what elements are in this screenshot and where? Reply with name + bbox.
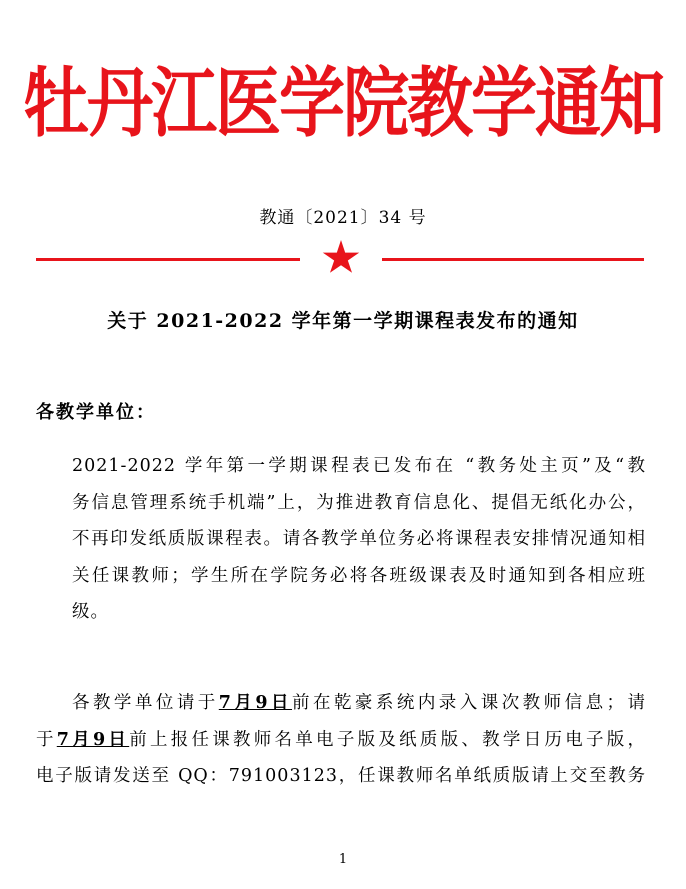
deadline-date: 7月9日 xyxy=(218,693,293,713)
text-segment: 于 xyxy=(36,729,57,750)
paragraph-1-line: 关任课教师；学生所在学院务必将各班级课表及时通知到各相应班 xyxy=(72,565,646,586)
paragraph-2-line-3: 电子版请发送至 QQ：791003123，任课教师名单纸质版请上交至教务 xyxy=(36,766,646,787)
text-segment: 前在乾豪系统内录入课次教师信息；请 xyxy=(292,693,647,713)
deadline-date: 7月9日 xyxy=(56,729,130,750)
paragraph-1-line: 2021-2022 学年第一学期课程表已发布在 “教务处主页”及“教 xyxy=(72,456,646,476)
document-number: 教通〔2021〕34 号 xyxy=(259,208,427,228)
page-number: 1 xyxy=(338,852,348,867)
red-star-icon xyxy=(322,240,360,276)
salutation: 各教学单位： xyxy=(36,402,156,423)
notice-title: 关于 2021-2022 学年第一学期课程表发布的通知 xyxy=(107,310,579,332)
red-divider-right xyxy=(382,258,644,261)
paragraph-2-line-1 xyxy=(36,685,646,722)
paragraph-2 xyxy=(36,685,646,795)
paragraph-1 xyxy=(36,448,646,631)
paragraph-1-line: 不再印发纸质版课程表。请各教学单位务必将课程表安排情况通知相 xyxy=(72,529,646,550)
red-divider-left xyxy=(36,258,300,261)
paragraph-2-line-2 xyxy=(36,722,646,759)
text-segment: 各教学单位请于 xyxy=(72,693,219,713)
paragraph-1-line: 务信息管理系统手机端”上，为推进教育信息化、提倡无纸化办公， xyxy=(72,492,646,513)
masthead-title: 牡丹江医学院教学通知 xyxy=(23,59,663,148)
paragraph-1-line: 级。 xyxy=(72,602,109,623)
text-segment: 前上报任课教师名单电子版及纸质版、教学日历电子版， xyxy=(129,729,647,750)
